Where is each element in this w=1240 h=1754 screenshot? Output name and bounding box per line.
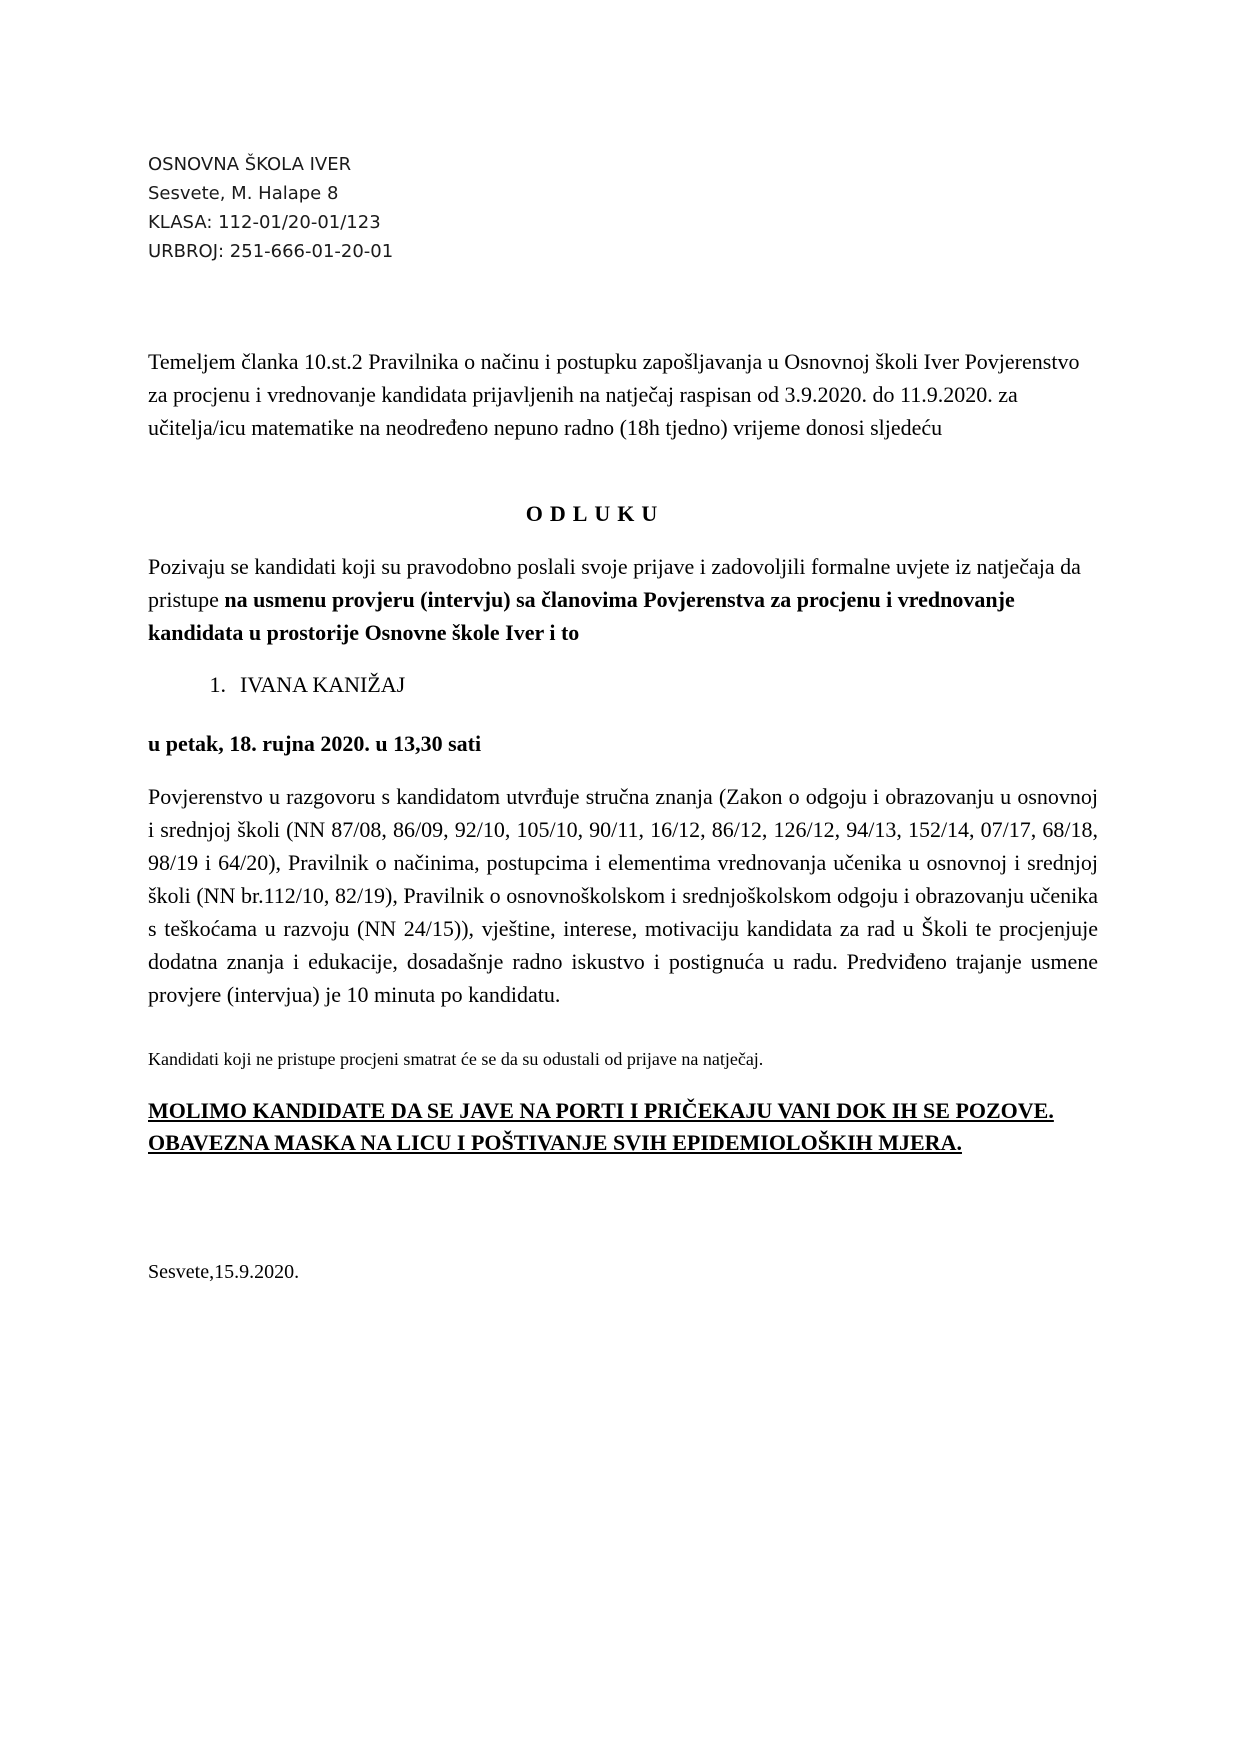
decision-title: ODLUKU: [525, 501, 665, 526]
candidate-list-item: [148, 668, 405, 701]
place-date: Sesvete,15.9.2020.: [148, 1261, 300, 1283]
school-address: Sesvete, M. Halape 8: [148, 183, 339, 204]
invitation-text: Pozivaju se kandidati koji su pravodobno poslali svoje prijave i zadovoljili formalne uvjete iz natječaja da pristupe: [148, 554, 1081, 612]
intro-paragraph: Temeljem članka 10.st.2 Pravilnika o načinu i postupku zapošljavanja u Osnovnoj školi Iver Povjerenstvo za procjenu i vrednovanje kandidata prijavljenih na natječaj raspisan od 3.9.2020. do 11.9.2020. za učitelja/icu matematike na neodređeno nepuno radno (18h tjedno) vrijeme donosi sljedeću: [148, 349, 1080, 440]
committee-paragraph: Povjerenstvo u razgovoru s kandidatom utvrđuje stručna znanja (Zakon o odgoju i obrazovanju u osnovnoj i srednjoj školi (NN 87/08, 86/09, 92/10, 105/10, 90/11, 16/12, 86/12, 126/12, 94/13, 152/14, 07/17, 68/18, 98/19 i 64/20), Pravilnik o načinima, postupcima i elementima vrednovanja učenika u osnovnoj i srednjoj školi (NN br.112/10, 82/19), Pravilnik o osnovnoškolskom i srednjoškolskom odgoju i obrazovanju učenika s teškoćama u razvoju (NN 24/15)), vještine, interese, motivaciju kandidata za rad u Školi te procjenjuje dodatna znanja i edukacije, dosadašnje radno iskustvo i postignuća u radu. Predviđeno trajanje usmene provjere (intervjua) je 10 minuta po kandidatu.: [148, 784, 1098, 1007]
klasa-reference: KLASA: 112-01/20-01/123: [148, 212, 381, 233]
urbroj-reference: URBROJ: 251-666-01-20-01: [148, 241, 394, 262]
safety-warning: MOLIMO KANDIDATE DA SE JAVE NA PORTI I PRIČEKAJU VANI DOK IH SE POZOVE. OBAVEZNA MASKA NA LICU I POŠTIVANJE SVIH EPIDEMIOLOŠKIH MJERA.: [148, 1098, 1054, 1155]
interview-datetime: u petak, 18. rujna 2020. u 13,30 sati: [148, 731, 482, 756]
school-name: OSNOVNA ŠKOLA IVER: [148, 154, 352, 175]
candidate-number: 1.: [209, 672, 226, 697]
invitation-bold-text: na usmenu provjeru (intervju) sa članovima Povjerenstva za procjenu i vrednovanje kandidata u prostorije Osnovne škole Iver i to: [148, 587, 1015, 645]
absence-note: Kandidati koji ne pristupe procjeni smatrat će se da su odustali od prijave na natječaj.: [148, 1049, 764, 1069]
letterhead: [148, 150, 393, 266]
invitation-paragraph: [148, 550, 1098, 649]
candidate-name: IVANA KANIŽAJ: [240, 672, 406, 697]
